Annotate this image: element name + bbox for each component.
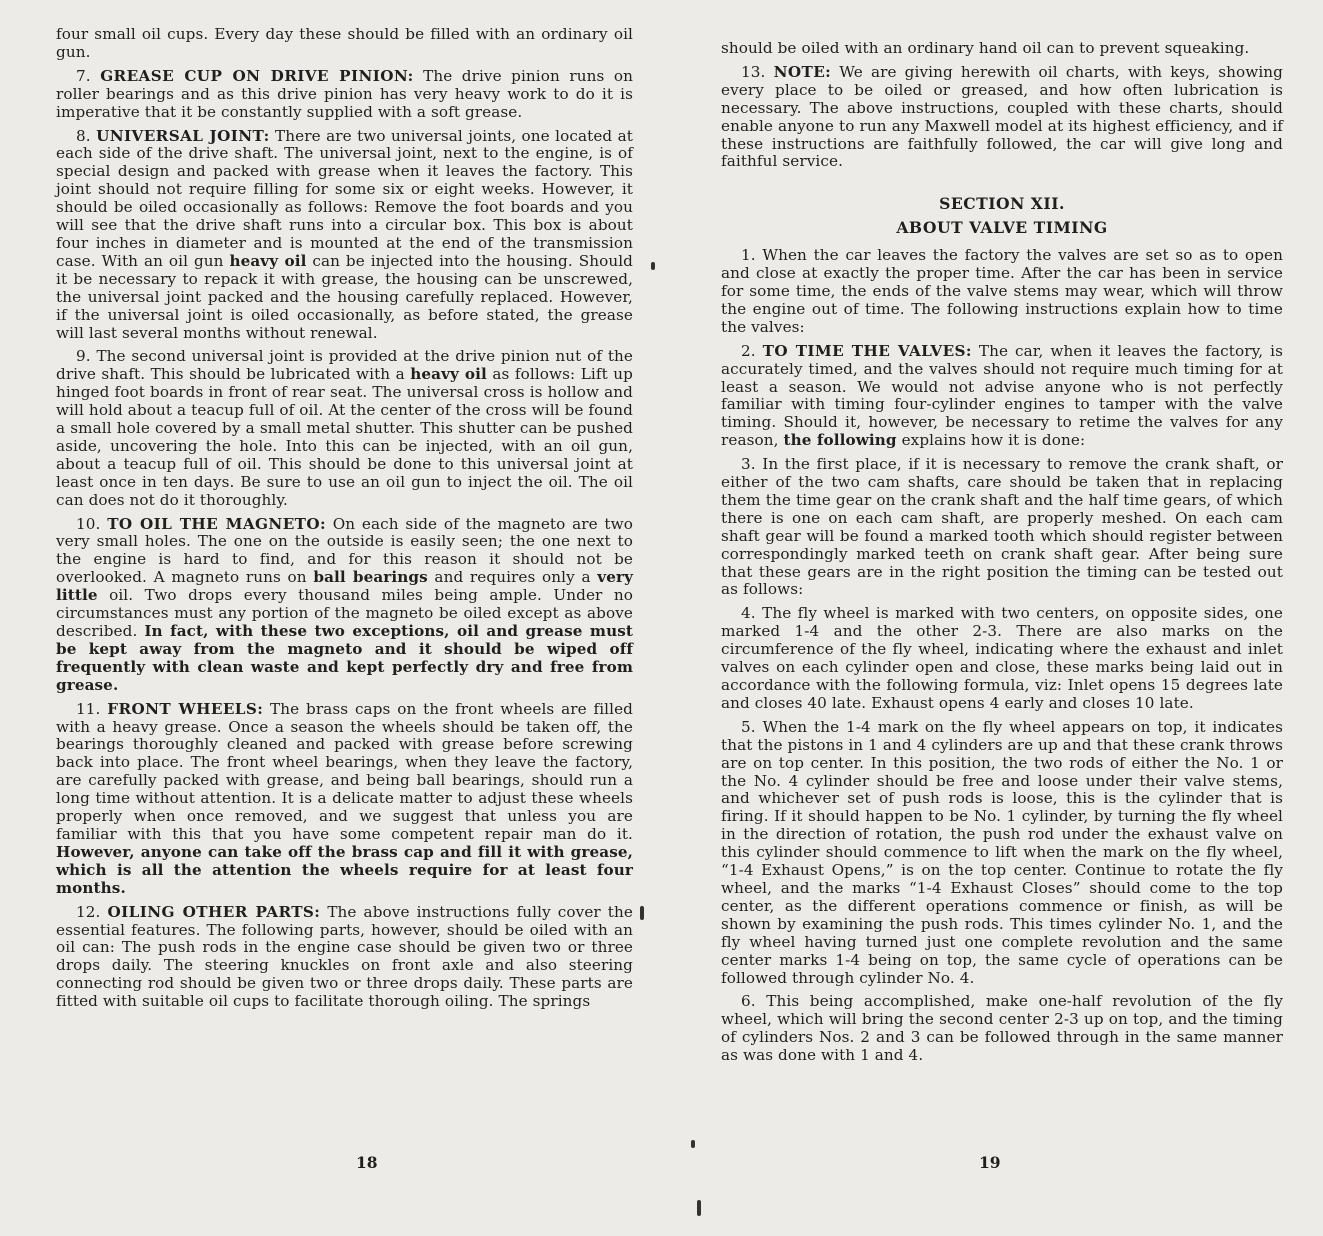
paragraph-number: 7. bbox=[76, 66, 91, 85]
section-subtitle: ABOUT VALVE TIMING bbox=[896, 218, 1108, 238]
paragraph-text: The second universal joint is provided at the drive pinion nut of the drive shaft. This should be lubricated with a bbox=[56, 347, 633, 384]
paragraph-number: 1. bbox=[741, 246, 756, 265]
paragraph-text: When the 1-4 mark on the fly wheel appears on top, it indicates that the pistons in 1 and 4 cylinders are up and that these crank throws are on top center. In this position, the two rods of either the No. 1 or the No. 4 cylinder should be free and loose under their valve stems, and whichever set of push rods is loose, this is the cylinder that is firing. If it should happen to be No. 1 cylinder, by turning the fly wheel in the direction of rotation, the push rod under the exhaust valve on this cylinder should commence to lift when the mark on the fly wheel, “1-4 Exhaust Opens,” is on the top center. Continue to rotate the fly wheel, and the marks “1-4 Exhaust Closes” should come to the top center, as the different operations commence or finish, as will be shown by examining the push rods. This times cylinder No. 1, and the fly wheel having turned just one complete revolution and the same center marks 1-4 being on top, the same cycle of operations can be followed through cylinder No. 4. bbox=[721, 717, 1283, 987]
paragraph-heading: GREASE CUP ON DRIVE PINION: bbox=[100, 66, 414, 85]
paragraph-number: 6. bbox=[741, 992, 756, 1011]
emphasis-text: ball bearings bbox=[313, 568, 428, 587]
right-text-column bbox=[721, 40, 1283, 1065]
emphasis-text: very little bbox=[56, 568, 633, 605]
emphasis-text: the following bbox=[783, 431, 897, 450]
right-page bbox=[663, 0, 1323, 1236]
paragraph-continued: should be oiled with an ordinary hand oil can to prevent squeaking. bbox=[721, 39, 1250, 57]
paragraph-text: explains how it is done: bbox=[896, 431, 1086, 450]
paragraph-number: 10. bbox=[76, 514, 101, 533]
paragraph-1 bbox=[721, 247, 1283, 337]
paragraph-heading: OILING OTHER PARTS: bbox=[107, 902, 321, 921]
paragraph-number: 13. bbox=[741, 62, 766, 81]
paragraph-10 bbox=[56, 516, 633, 695]
paragraph-heading: TO OIL THE MAGNETO: bbox=[107, 514, 327, 533]
paragraph-heading: UNIVERSAL JOINT: bbox=[96, 126, 270, 145]
paragraph-text: oil. Two drops every thousand miles being ample. Under no circumstances must any portion of the magneto be oiled except as above described. bbox=[56, 586, 633, 640]
paragraph-heading: NOTE: bbox=[773, 62, 832, 81]
paragraph-11 bbox=[56, 701, 633, 898]
paragraph-2 bbox=[721, 343, 1283, 450]
paragraph-7 bbox=[56, 68, 633, 122]
paragraph-number: 5. bbox=[741, 717, 756, 736]
paragraph-text: We are giving herewith oil charts, with keys, showing every place to be oiled or greased, and how often lubrication is necessary. The above instructions, coupled with these charts, should enable anyone to run any Maxwell model at its highest efficiency, and if these instructions are faithfully followed, the car will give long and faithful service. bbox=[721, 62, 1283, 171]
paragraph-text: When the car leaves the factory the valves are set so as to open and close at exactly the proper time. After the car has been in service for some time, the ends of the valve stems may wear, which will throw the engine out of time. The following instructions explain how to time the valves: bbox=[721, 246, 1283, 336]
section-title: SECTION XII. bbox=[939, 194, 1065, 214]
emphasis-text: heavy oil bbox=[229, 251, 307, 270]
paragraph-text: The car, when it leaves the factory, is accurately timed, and the valves should not require much timing for at least a season. We would not advise anyone who is not perfectly familiar with timing four-cylinder engines to tamper with the valve timing. Should it, however, be necessary to retime the valves for any reason, bbox=[721, 341, 1283, 450]
paragraph-text: The fly wheel is marked with two centers, on opposite sides, one marked 1-4 and the other 2-3. There are also marks on the circumference of the fly wheel, indicating where the exhaust and inlet valves on each cylinder open and close, these marks being laid out in accordance with the following formula, viz: Inlet opens 15 degrees late and closes 40 late. Exhaust opens 4 early and closes 10 late. bbox=[721, 604, 1283, 712]
paragraph-number: 3. bbox=[741, 455, 756, 474]
paragraph-text: On each side of the magneto are two very small holes. The one on the outside is easily seen; the one next to the engine is hard to find, and for this reason it should not be overlooked. A magneto runs on bbox=[56, 514, 633, 587]
paragraph-heading: FRONT WHEELS: bbox=[107, 699, 264, 718]
paragraph-12 bbox=[56, 904, 633, 1011]
scan-speck bbox=[651, 262, 655, 270]
emphasis-text: heavy oil bbox=[410, 365, 487, 384]
paragraph-number: 2. bbox=[741, 341, 756, 360]
emphasis-text: In fact, with these two exceptions, oil and grease must be kept away from the magneto and it should be wiped off frequently with clean waste and kept perfectly dry and free from grease. bbox=[56, 622, 633, 694]
paragraph-3 bbox=[721, 456, 1283, 599]
paragraph-number: 8. bbox=[76, 126, 91, 145]
paragraph-13 bbox=[721, 64, 1283, 171]
paragraph-number: 12. bbox=[76, 902, 101, 921]
paragraph-text: In the first place, if it is necessary to remove the crank shaft, or either of the two cam shafts, care should be taken that in replacing them the time gear on the crank shaft and the half time gears, of which there is one on each cam shaft, are properly meshed. On each cam shaft gear will be found a marked tooth which should register between correspondingly marked teeth on crank shaft gear. After being sure that these gears are in the right position the timing can be tested out as follows: bbox=[721, 455, 1283, 599]
paragraph-8 bbox=[56, 128, 633, 343]
paragraph-text: There are two universal joints, one located at each side of the drive shaft. The universal joint, next to the engine, is of special design and packed with grease when it leaves the factory. This joint should not require filling for some six or eight weeks. However, it should be oiled occasionally as follows: Remove the foot boards and you will see that the drive shaft runs into a circular box. This box is about four inches in diameter and is mounted at the end of the transmission case. With an oil gun bbox=[56, 126, 633, 270]
paragraph-text: as follows: Lift up hinged foot boards in front of rear seat. The universal cross is hollow and will hold about a teacup full of oil. At the center of the cross will be found a small hole covered by a small metal shutter. This shutter can be pushed aside, uncovering the hole. Into this can be injected, with an oil gun, about a teacup full of oil. This should be done to this universal joint at least once in ten days. Be sure to use an oil gun to inject the oil. The oil can does not do it thoroughly. bbox=[56, 365, 633, 509]
paragraph-heading: TO TIME THE VALVES: bbox=[762, 341, 972, 360]
scan-speck bbox=[691, 1140, 695, 1148]
paragraph-continued: four small oil cups. Every day these should be filled with an ordinary oil gun. bbox=[56, 25, 633, 61]
paragraph-text: The above instructions fully cover the essential features. The following parts, however, should be oiled with an oil can: The push rods in the engine case should be given two or three drops daily. The steering knuckles on front axle and also steering connecting rod should be given two or three drops daily. These parts are fitted with suitable oil cups to facilitate thorough oiling. The springs bbox=[56, 902, 633, 1011]
paragraph-text: and requires only a bbox=[427, 568, 598, 587]
scan-speck bbox=[697, 1200, 701, 1216]
paragraph-number: 9. bbox=[76, 347, 91, 366]
paragraph-5 bbox=[721, 719, 1283, 988]
paragraph-number: 11. bbox=[76, 699, 101, 718]
page-number: 19 bbox=[979, 1153, 1001, 1172]
emphasis-text: However, anyone can take off the brass cap and fill it with grease, which is all the attention the wheels require for at least four months. bbox=[56, 842, 633, 897]
paragraph-6 bbox=[721, 993, 1283, 1065]
paragraph-9 bbox=[56, 348, 633, 509]
paragraph-4 bbox=[721, 605, 1283, 712]
paragraph-text: The brass caps on the front wheels are filled with a heavy grease. Once a season the wheels should be taken off, the bearings thoroughly cleaned and packed with grease before screwing back into place. The front wheel bearings, when they leave the factory, are carefully packed with grease, and being ball bearings, should run a long time without attention. It is a delicate matter to adjust these wheels properly when once removed, and we suggest that unless you are familiar with this that you have some competent repair man do it. bbox=[56, 699, 633, 843]
paragraph-text: The drive pinion runs on roller bearings and as this drive pinion has very heavy work to do it is imperative that it be constantly supplied with a soft grease. bbox=[56, 66, 633, 121]
scan-speck bbox=[640, 906, 644, 920]
paragraph-text: can be injected into the housing. Should it be necessary to repack it with grease, the housing can be unscrewed, the universal joint packed and the housing carefully replaced. However, if the universal joint is oiled occasionally, as before stated, the grease will last several months without renewal. bbox=[56, 251, 633, 342]
page-number: 18 bbox=[356, 1153, 378, 1172]
left-text-column bbox=[56, 26, 633, 1011]
paragraph-number: 4. bbox=[741, 604, 756, 623]
paragraph-text: This being accomplished, make one-half revolution of the fly wheel, which will bring the second center 2-3 up on top, and the timing of cylinders Nos. 2 and 3 can be followed through in the same manner as was done with 1 and 4. bbox=[721, 992, 1283, 1065]
